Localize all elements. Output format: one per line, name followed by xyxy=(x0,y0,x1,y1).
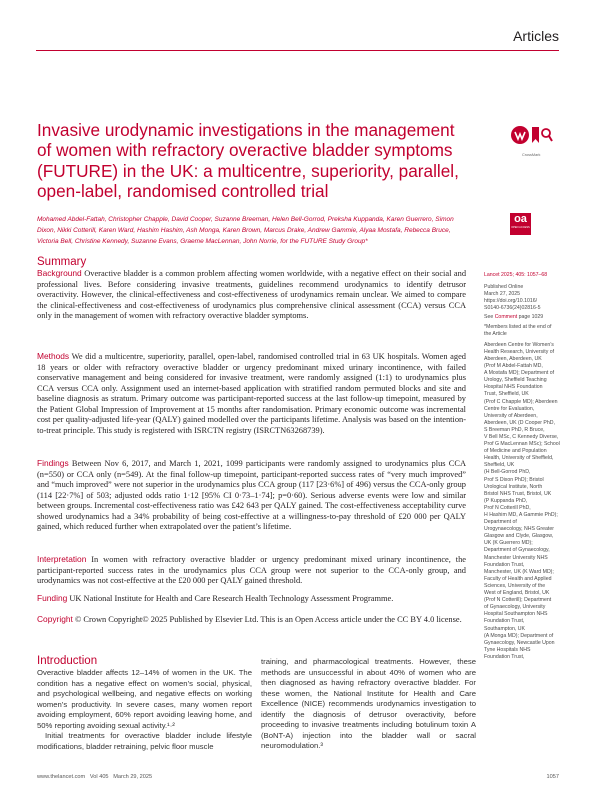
crossmark-icon xyxy=(510,124,554,148)
intro-right-para: training, and pharmacological treatments. However, these methods are unsuccessful in about 40% of women who are then diagnosed as having refractory overactive bladder. For these women, the National Institute for Health and Care Excellence (NICE) recommends urodynamics investigation to identify the diagnosis of detrusor overactivity, before proceeding to invasive treatments including botulinum toxin A (BoNT-A) injection into the bladder wall or sacral neuromodulation.³ xyxy=(261,657,476,750)
introduction-heading: Introduction xyxy=(37,655,98,667)
affiliation-line: of Gynaecology, University xyxy=(484,604,546,611)
affiliation-line: Department of Gynaecology, xyxy=(484,547,550,554)
oa-sub-label: OPEN ACCESS xyxy=(511,226,530,229)
affiliation-line: (P Kuppanda PhD, xyxy=(484,497,528,504)
affiliation-line: Gynaecology, Newcastle Upon xyxy=(484,639,555,646)
affiliation-line: Sciences, University of the xyxy=(484,582,546,589)
affiliation-list xyxy=(484,342,560,661)
affiliation-line: Manchester, UK (K Ward MD); xyxy=(484,568,554,575)
oa-label: oa xyxy=(514,213,527,225)
affiliation-line: (Prof N Cotterill); Department xyxy=(484,597,552,604)
affiliation-line: Prof G MacLennan MSc); School xyxy=(484,441,560,448)
methods-text: We did a multicentre, superiority, parallel, open-label, randomised controlled trial in 63 UK hospitals. Women aged 18 years or older with refractory overactive bladder or urgency predominant mixed urinary incontinence, with failed conservative management and being considered for invasive treatment, were randomly assigned (1:1) to urodynamics plus CCA versus CCA only. Assignment used an internet-based application with stratified random permuted blocks and site and baseline diagnosis as stratum. Primary outcome was participant-reported success at the last follow-up timepoint, measured by the Patient Global Impression of Improvement at 15 months after randomisation. Primary economic outcome was incremental cost per quality-adjusted life-year (QALY) gained modelled over the participants lifetime. Analysis was based on the intention-to-treat principle. This study is registered with ISRCTN registry (ISRCTN63268739). xyxy=(37,352,466,435)
methods-label: Methods xyxy=(37,351,70,361)
copyright-label: Copyright xyxy=(37,614,73,624)
affiliation-line: A Mostafa MD); Department of xyxy=(484,370,555,377)
affiliation-line: Prof S Dixon PhD); Bristol xyxy=(484,476,544,483)
interpretation-text: In women with refractory overactive bladder or urgency predominant mixed urinary incontinence, the participant-reported success rates in the urodynamics plus CCA group were not superior to the CCA-only group, and urodynamics was not cost-effective at the £20 000 per QALY gained threshold. xyxy=(37,555,466,586)
affiliation-line: Foundation Trust, xyxy=(484,561,525,568)
affiliation-line: UK (K Guerrero MD); xyxy=(484,540,533,547)
affiliation-line: (H Bell-Gorrod PhD, xyxy=(484,469,531,476)
affiliation-line: S Breeman PhD, R Bruce, xyxy=(484,426,545,433)
background-text: Overactive bladder is a common problem affecting women worldwide, with a negative effect on their social and professional lives. Before considering invasive treatments, guidelines recommend urodynamics to identify detrusor overactivity. However, the clinical-effectiveness and cost-effectiveness of urodynamics remain unclear. We aimed to compare the clinical-effectiveness and cost-effectiveness of urodynamics plus comprehensive clinical assessment (CCA) versus CCA only in the management of women with refractory overactive bladder symptoms. xyxy=(37,269,467,321)
footer-left xyxy=(37,774,152,780)
abstract-copyright xyxy=(37,614,466,626)
intro-left-para-2: Initial treatments for overactive bladder include lifestyle modifications, bladder retraining, pelvic floor muscle xyxy=(37,731,252,751)
funding-text: UK National Institute for Health and Care Research Health Technology Assessment Programme. xyxy=(69,594,394,603)
comment-post: page 1029 xyxy=(518,314,544,321)
header-rule xyxy=(36,50,559,51)
affiliation-line: Southampton, UK xyxy=(484,625,525,632)
affiliation-line: West of England, Bristol, UK xyxy=(484,590,550,597)
affiliation-line: Aberdeen Centre for Women’s xyxy=(484,341,554,348)
affiliation-line: Manchester University NHS xyxy=(484,554,548,561)
affiliation-line: Hospital NHS Foundation xyxy=(484,384,543,391)
affiliation-line: Bristol NHS Trust, Bristol, UK xyxy=(484,490,552,497)
footer-page-number: 1057 xyxy=(546,774,559,780)
affiliation-line: Trust, Sheffield, UK xyxy=(484,391,529,398)
findings-text: Between Nov 6, 2017, and March 1, 2021, 1099 participants were randomly assigned to urodynamics plus CCA (n=550) or CCA only (n=549). At the final follow-up timepoint, participant-reported success rates of “very much improved” and “much improved” were not superior in the urodynamics plus CCA group (117 [23·6%] of 496) versus the CCA-only group (114 [22·7%] of 503; adjusted odds ratio 1·12 [95% CI 0·73–1·74]; p=0·60). Serious adverse events were low and similar between groups. Incremental cost-effectiveness ratio was £42 643 per QALY gained. The cost-effectiveness acceptability curve showed urodynamics had a 34% probability of being cost-effective at a willingness-to-pay threshold of £20 000 per QALY gained, which reduced further when extrapolated over the patient’s lifetime. xyxy=(37,459,466,532)
affiliation-line: Faculty of Health and Applied xyxy=(484,575,552,582)
findings-label: Findings xyxy=(37,458,69,468)
crossmark-badge[interactable] xyxy=(510,124,554,157)
affiliation-line: Hospital Southampton NHS xyxy=(484,611,548,618)
affiliation-line: Centre for Evaluation, xyxy=(484,405,535,412)
affiliation-line: Health Research, University of xyxy=(484,348,555,355)
abstract-interpretation xyxy=(37,554,466,587)
affiliation-line: V Bell MSc, C Kennedy Diverse, xyxy=(484,433,559,440)
affiliation-line: Prof N Cotterill PhD, xyxy=(484,504,531,511)
footer-date: March 29, 2025 xyxy=(113,774,153,780)
comment-reference xyxy=(484,314,560,321)
citation: Lancet 2025; 405: 1057–68 xyxy=(484,272,548,278)
affiliation-line: Glasgow and Clyde, Glasgow, xyxy=(484,533,554,540)
abstract-findings xyxy=(37,458,466,533)
affiliation-line: Urology, Sheffield Teaching xyxy=(484,377,547,384)
background-label: Background xyxy=(37,268,82,278)
copyright-text: © Crown Copyright© 2025 Published by Elsevier Ltd. This is an Open Access article under the CC BY 4.0 license. xyxy=(74,615,462,624)
affiliation-line: Aberdeen, Aberdeen, UK xyxy=(484,355,542,362)
interpretation-label: Interpretation xyxy=(37,554,87,564)
affiliation-line: Aberdeen, UK (D Cooper PhD, xyxy=(484,419,555,426)
study-group-note: *Members listed at the end of the Article xyxy=(484,323,552,337)
abstract-methods xyxy=(37,351,466,436)
affiliation-line: Health, University of Sheffield, xyxy=(484,455,554,462)
affiliation-line: Foundation Trust, xyxy=(484,618,525,625)
comment-pre: See xyxy=(484,314,494,321)
section-header: Articles xyxy=(513,28,559,44)
affiliation-line: H Hashim MD, A Gammie PhD); xyxy=(484,512,558,518)
published-date: March 27, 2025 xyxy=(484,291,521,298)
crossmark-label: CrossMark xyxy=(522,153,541,157)
affiliation-line: of Medicine and Population xyxy=(484,448,547,455)
affiliation-line: (A Monga MD); Department of xyxy=(484,632,554,639)
affiliation-line: University of Aberdeen, xyxy=(484,412,538,419)
affiliation-line: (Prof M Abdel-Fattah MD, xyxy=(484,363,543,370)
doi-line-1[interactable]: https://doi.org/10.1016/ xyxy=(484,298,538,305)
footer-volume: Vol 405 xyxy=(89,774,109,780)
intro-left-column xyxy=(37,668,252,752)
affiliation-line: (Prof C Chapple MD); Aberdeen xyxy=(484,398,558,405)
footer-site[interactable]: www.thelancet.com xyxy=(37,774,86,780)
affiliation-line: Sheffield, UK xyxy=(484,462,515,469)
author-list: Mohamed Abdel-Fattah, Christopher Chapple, David Cooper, Suzanne Breeman, Helen Bell-Gorrod, Preksha Kuppanda, Karen Guerrero, Simon Dixon, Nikki Cotterill, Karen Ward, Hashim Hashim, Ash Monga, Karen Brown, Marcus Drake, Andrew Gammie, Alyaa Mostafa, Rebecca Bruce, Victoria Bell, Christine Kennedy, Suzanne Evans, Graeme MacLennan, John Norrie, for the FUTURE Study Group* xyxy=(37,216,454,245)
article-title: Invasive urodynamic investigations in the management of women with refractory overactive bladder symptoms (FUTURE) in the UK: a multicentre, superiority, parallel, open-label, randomised controlled trial xyxy=(37,120,459,202)
intro-right-column xyxy=(261,657,476,752)
summary-heading: Summary xyxy=(37,256,87,268)
intro-left-para-1: Overactive bladder affects 12–14% of women in the UK. The condition has a negative effect on women’s social, physical, and psychological wellbeing, and negative effects on working women’s productivity. In severe cases, many women report avoiding employment, 60% report avoiding leaving home, and 50% reporting avoiding sexual activity.¹·² xyxy=(37,668,252,730)
affiliation-line: Urogynaecology, NHS Greater xyxy=(484,526,554,533)
affiliation-line: Urological Institute, North xyxy=(484,483,543,490)
affiliation-line: Tyne Hospitals NHS xyxy=(484,646,531,653)
abstract-background xyxy=(37,268,466,322)
doi-line-2[interactable]: S0140-6736(24)02816-5 xyxy=(484,305,541,312)
open-access-badge xyxy=(510,213,531,235)
sidebar xyxy=(484,272,560,661)
abstract-funding xyxy=(37,593,466,605)
comment-link[interactable]: Comment xyxy=(494,314,518,321)
affiliation-line: Department of xyxy=(484,519,517,526)
affiliation-line: Foundation Trust, xyxy=(484,653,525,660)
funding-label: Funding xyxy=(37,593,68,603)
published-online-label: Published Online xyxy=(484,284,524,291)
